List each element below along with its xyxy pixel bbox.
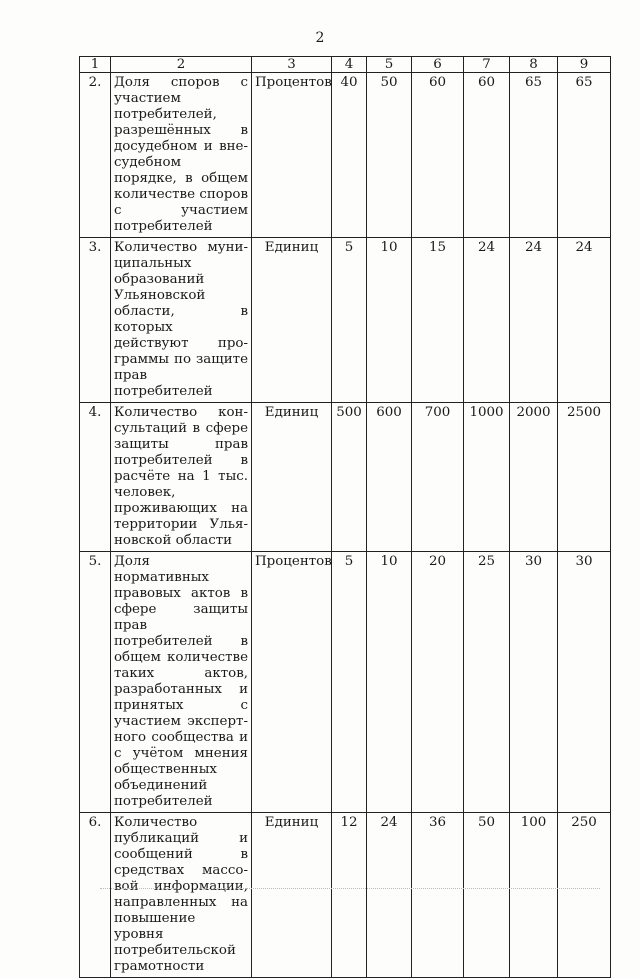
- value-cell: 12: [332, 813, 367, 978]
- value-cell: 24: [367, 813, 412, 978]
- value-cell: 24: [464, 238, 510, 403]
- indicator-name: Количество публикаций и сообщений в средствах массовой информации, направленных на повышение уровня потребительской грамотности: [111, 813, 252, 978]
- value-cell: 60: [412, 73, 464, 238]
- table-row: [80, 552, 611, 813]
- table-row: [80, 813, 611, 978]
- indicators-table: [79, 56, 611, 978]
- value-cell: 2500: [558, 403, 611, 552]
- value-cell: 20: [412, 552, 464, 813]
- column-header: 9: [558, 57, 611, 73]
- value-cell: 65: [510, 73, 558, 238]
- value-cell: 40: [332, 73, 367, 238]
- value-cell: 2000: [510, 403, 558, 552]
- row-number: 2.: [80, 73, 111, 238]
- column-header: 4: [332, 57, 367, 73]
- column-header: 5: [367, 57, 412, 73]
- column-header: 2: [111, 57, 252, 73]
- value-cell: 50: [367, 73, 412, 238]
- header-row: [80, 57, 611, 73]
- value-cell: 10: [367, 552, 412, 813]
- value-cell: 25: [464, 552, 510, 813]
- value-cell: 100: [510, 813, 558, 978]
- value-cell: 30: [558, 552, 611, 813]
- unit-cell: Процентов: [252, 73, 332, 238]
- column-header: 7: [464, 57, 510, 73]
- indicator-name: Количество консультаций в сфере защиты прав потребителей в расчёте на 1 тыс. человек, проживающих на территории Ульяновской области: [111, 403, 252, 552]
- column-header: 1: [80, 57, 111, 73]
- value-cell: 65: [558, 73, 611, 238]
- value-cell: 250: [558, 813, 611, 978]
- unit-cell: Единиц: [252, 403, 332, 552]
- value-cell: 15: [412, 238, 464, 403]
- row-number: 6.: [80, 813, 111, 978]
- value-cell: 700: [412, 403, 464, 552]
- row-number: 5.: [80, 552, 111, 813]
- unit-cell: Единиц: [252, 238, 332, 403]
- table-row: [80, 403, 611, 552]
- row-number: 4.: [80, 403, 111, 552]
- indicator-name: Доля споров с участием потребителей, разрешённых в досудебном и внесудебном порядке, в общем количестве споров с участием потребителей: [111, 73, 252, 238]
- value-cell: 500: [332, 403, 367, 552]
- value-cell: 50: [464, 813, 510, 978]
- value-cell: 600: [367, 403, 412, 552]
- column-header: 3: [252, 57, 332, 73]
- table-row: [80, 73, 611, 238]
- indicator-name: Количество муниципальных образований Ульяновской области, в которых действуют программы по защите прав потребителей: [111, 238, 252, 403]
- value-cell: 1000: [464, 403, 510, 552]
- value-cell: 24: [558, 238, 611, 403]
- row-number: 3.: [80, 238, 111, 403]
- value-cell: 60: [464, 73, 510, 238]
- page-number: 2: [315, 30, 325, 46]
- value-cell: 24: [510, 238, 558, 403]
- column-header: 6: [412, 57, 464, 73]
- scan-artifact-line: [100, 888, 600, 890]
- indicator-name: Доля нормативных правовых актов в сфере защиты прав потребителей в общем количестве таких актов, разработанных и принятых с участием экспертного сообщества и с учётом мнения общественных объединений потребителей: [111, 552, 252, 813]
- value-cell: 36: [412, 813, 464, 978]
- column-header: 8: [510, 57, 558, 73]
- value-cell: 30: [510, 552, 558, 813]
- unit-cell: Процентов: [252, 552, 332, 813]
- value-cell: 5: [332, 238, 367, 403]
- value-cell: 5: [332, 552, 367, 813]
- value-cell: 10: [367, 238, 412, 403]
- unit-cell: Единиц: [252, 813, 332, 978]
- table-row: [80, 238, 611, 403]
